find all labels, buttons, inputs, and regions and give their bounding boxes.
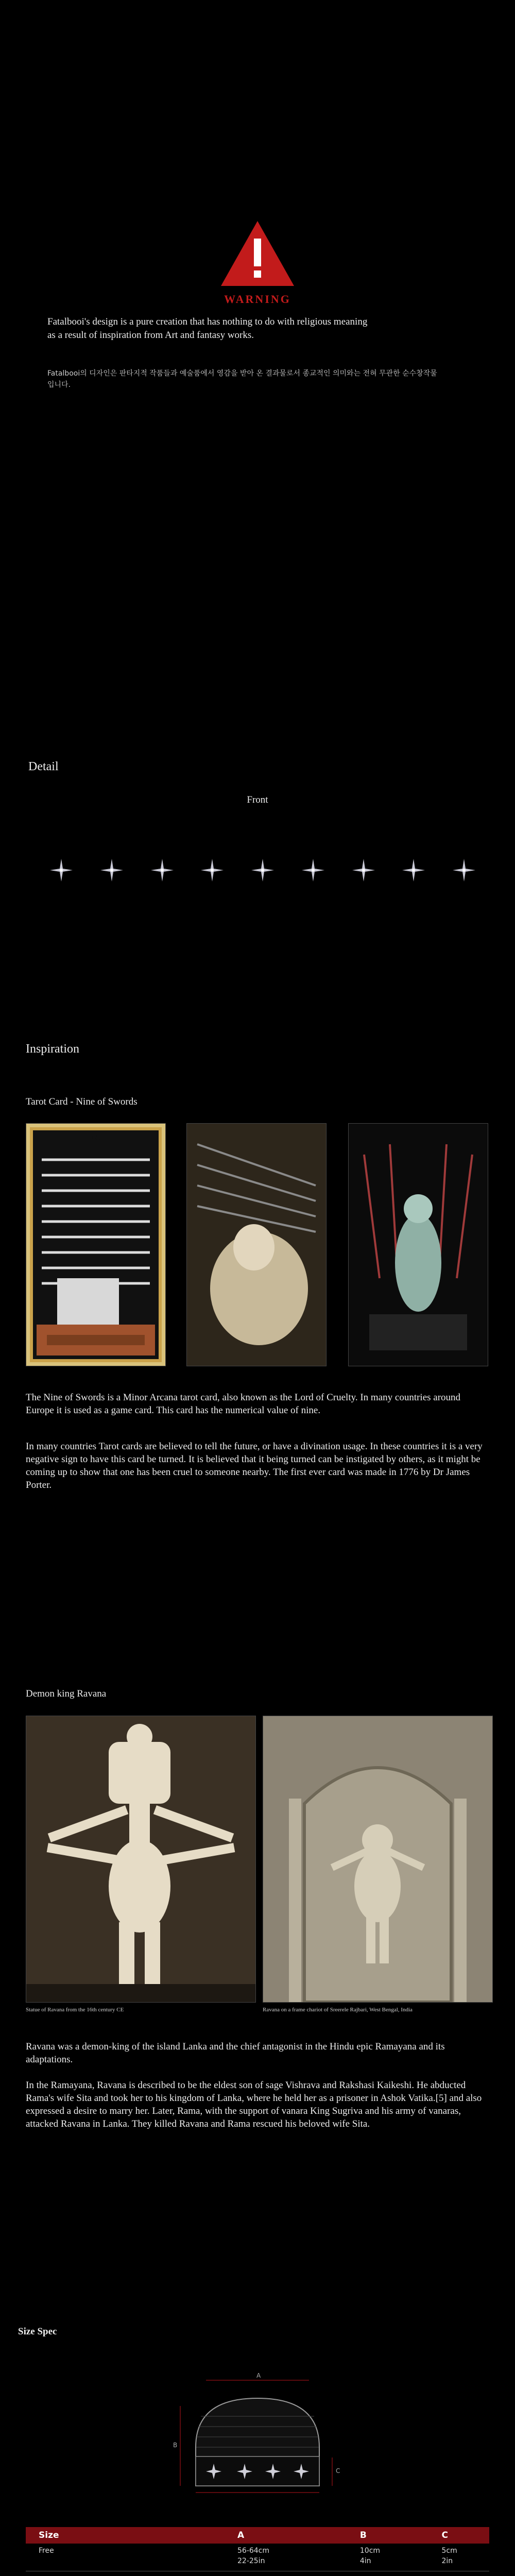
ravana-text-1: Ravana was a demon-king of the island Lanka and the chief antagonist in the Hindu epic Ramayana and its adaptations. xyxy=(26,2041,445,2065)
ravana-caption-1: Statue of Ravana from the 16th century CE xyxy=(26,2007,124,2013)
tarot-painting-image xyxy=(186,1123,327,1366)
ravana-relief-image xyxy=(263,1716,493,2003)
tarot-card-number: IX. xyxy=(91,1134,101,1142)
warning-text-en: Fatalbooi's design is a pure creation that has nothing to do with religious meaning as a result of inspiration from Art and fantasy works. xyxy=(47,316,368,341)
cross-icon xyxy=(301,858,325,883)
size-col-a: A xyxy=(237,2530,245,2540)
tarot-text-2: In many countries Tarot cards are believed to tell the future, or have a divination usage. In these countries it is a very negative sign to have this card be turned. It is believed that it being turned can be instigated by others, as it might be coming up to show that one has been cruel to someone nearby. The first ever card was made in 1776 by Dr James Porter. xyxy=(26,1441,483,1490)
ravana-statue-image xyxy=(26,1716,256,2003)
cross-icon xyxy=(351,858,376,883)
cross-icon xyxy=(250,858,275,883)
size-col-c: C xyxy=(441,2530,448,2540)
inspiration-heading: Inspiration xyxy=(26,1042,79,1056)
size-spec-heading: Size Spec xyxy=(18,2326,57,2337)
warning-title: WARNING xyxy=(224,293,291,306)
tarot-text-1: The Nine of Swords is a Minor Arcana tarot card, also known as the Lord of Cruelty. In many countries around Europe it is used as a game card. This card has the numerical value of nine. xyxy=(26,1392,461,1416)
size-table-header xyxy=(26,2527,489,2544)
cross-icon xyxy=(49,858,74,883)
size-table-wrap xyxy=(26,2527,489,2571)
tarot-dark-image xyxy=(348,1123,488,1366)
cross-icon xyxy=(200,858,225,883)
size-diagram xyxy=(124,2370,391,2499)
cross-pattern-row xyxy=(49,858,476,884)
table-row: 22-25in 4in 2in xyxy=(237,2557,453,2565)
front-label: Front xyxy=(247,794,268,805)
cross-icon xyxy=(452,858,476,883)
ravana-heading: Demon king Ravana xyxy=(26,1688,107,1699)
detail-heading: Detail xyxy=(28,760,59,773)
dim-b-label: B xyxy=(173,2442,178,2449)
size-col-header: Size xyxy=(39,2530,59,2540)
cross-icon xyxy=(99,858,124,883)
size-col-b: B xyxy=(359,2530,367,2540)
tarot-card-image xyxy=(26,1123,166,1366)
tarot-heading: Tarot Card - Nine of Swords xyxy=(26,1096,138,1107)
warning-icon xyxy=(219,219,296,289)
dim-c-label: C xyxy=(336,2467,340,2475)
table-row: Free 56-64cm 10cm 5cm xyxy=(39,2547,457,2555)
warning-text-ko: Fatalbooi의 디자인은 판타지적 작품들과 예술품에서 영감을 받아 온 결과물로서 종교적인 의미와는 전혀 무관한 순수창작물 입니다. xyxy=(47,369,437,389)
ravana-text-2: In the Ramayana, Ravana is described to be the eldest son of sage Vishrava and Rakshasi Kaikeshi. He abducted Rama's wife Sita and took her to his kingdom of Lanka, where he held her as a prisoner in Ashok Vatika.[5] and also expressed a desire to marry her. Later, Rama, with the support of vanara King Sugriva and his army of vanaras, attacked Ravana in Lanka. They killed Ravana and Rama rescued his beloved wife Sita. xyxy=(26,2080,482,2129)
dim-a-label: A xyxy=(256,2372,261,2379)
ravana-caption-2: Ravana on a frame chariot of Sreerele Rajbari, West Bengal, India xyxy=(263,2007,413,2013)
cross-icon xyxy=(401,858,426,883)
cross-icon xyxy=(150,858,175,883)
